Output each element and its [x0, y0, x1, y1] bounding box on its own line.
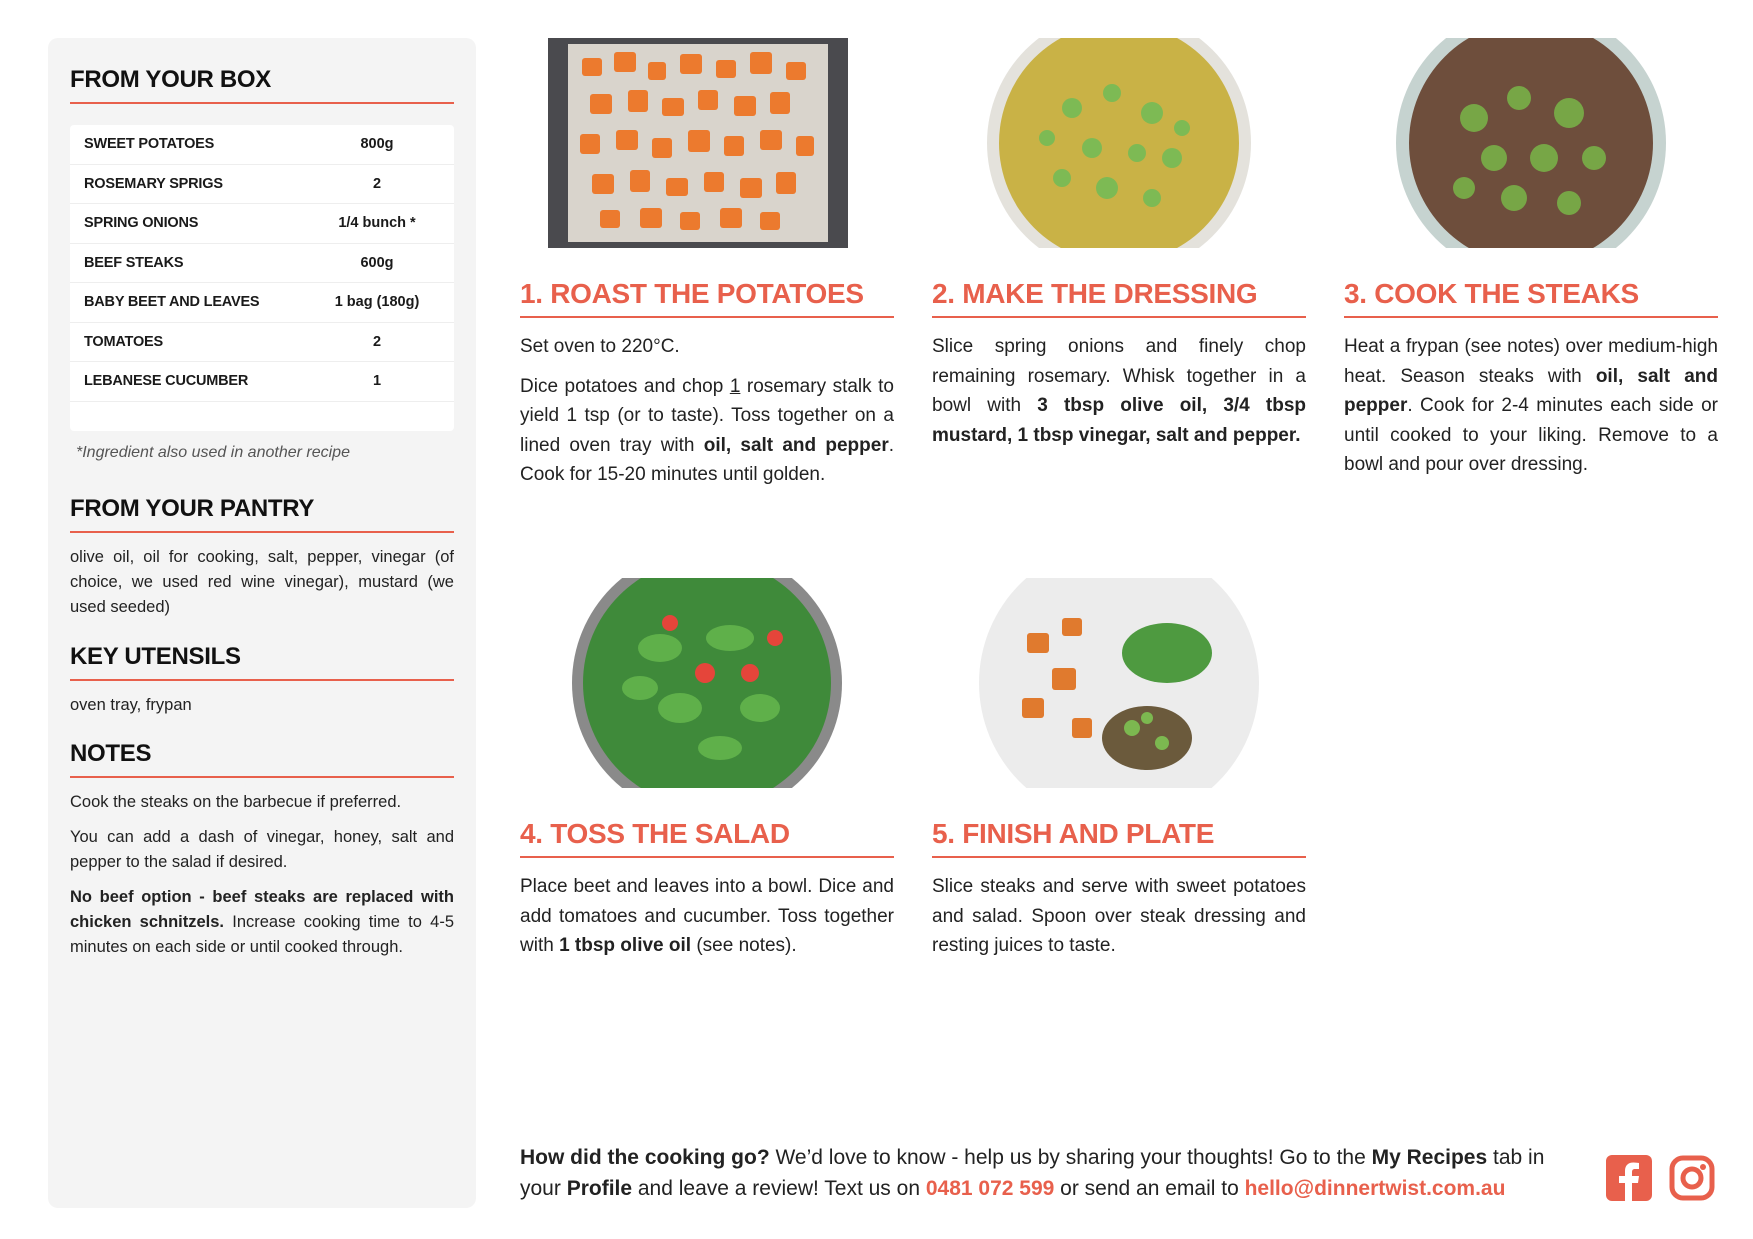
ingredient-name: SWEET POTATOES [84, 136, 215, 153]
step-1-p2-b: rosemary stalk to yield 1 tsp (or to taste). Toss together on a lined oven tray with [520, 375, 894, 456]
pantry-text: olive oil, oil for cooking, salt, pepper, vinegar (of choice, we used red wine vinegar), mustard (we used seeded) [70, 548, 454, 616]
table-row [70, 244, 454, 284]
my-recipes-link[interactable]: My Recipes [1371, 1146, 1488, 1169]
step-4-p1-b: (see notes). [691, 935, 797, 956]
footer-text-a: We’d love to know - help us by sharing your thoughts! Go to the [769, 1146, 1372, 1169]
steaks-photo [1344, 38, 1718, 248]
notes-title: NOTES [70, 740, 454, 778]
from-your-box-title: FROM YOUR BOX [70, 66, 454, 104]
ingredients-sidebar [48, 38, 476, 1208]
dressing-photo [932, 38, 1306, 248]
utensils-text: oven tray, frypan [70, 696, 192, 714]
step-4-p1 [520, 872, 894, 961]
ingredient-name: ROSEMARY SPRIGS [84, 175, 223, 192]
step-4-title: 4. TOSS THE SALAD [520, 818, 894, 858]
table-row [70, 283, 454, 323]
step-3-p1-a: Heat a frypan (see notes) over medium-high heat. Season steaks with [1344, 336, 1718, 387]
step-3-p1-b: . Cook for 2-4 minutes each side or until cooked to your liking. Remove to a bowl and pour over dressing. [1344, 395, 1718, 475]
key-utensils-title: KEY UTENSILS [70, 643, 454, 681]
step-1-p2-a: Dice potatoes and chop [520, 375, 730, 397]
ingredient-footnote: *Ingredient also used in another recipe [76, 444, 350, 461]
step-2-p1-bold: 3 tbsp olive oil, 3/4 tbsp mustard, 1 tbsp vinegar, salt and pepper. [932, 395, 1307, 446]
step-1-text [520, 332, 894, 490]
step-2-title: 2. MAKE THE DRESSING [932, 278, 1306, 318]
step-1-p2-underline: 1 [729, 375, 741, 397]
step-3-p1-bold: oil, salt and pepper [1344, 365, 1718, 416]
step-1-title: 1. ROAST THE POTATOES [520, 278, 894, 318]
ingredient-name: BABY BEET AND LEAVES [84, 294, 260, 311]
phone-link[interactable]: 0481 072 599 [925, 1177, 1055, 1200]
note-1: Cook the steaks on the barbecue if preferred. [70, 793, 402, 811]
step-1-p2-bold: oil, salt and pepper [703, 434, 889, 456]
step-3 [1344, 38, 1718, 490]
instagram-icon[interactable] [1669, 1155, 1715, 1206]
footer-text-d: or send an email to [1054, 1177, 1245, 1200]
step-5 [932, 578, 1306, 971]
email-link[interactable]: hello@dinnertwist.com.au [1244, 1177, 1506, 1200]
feedback-footer [520, 1142, 1570, 1204]
step-2-p1-a: Slice spring onions and finely chop remaining rosemary. Whisk together in a bowl with [932, 336, 1306, 416]
ingredient-name: LEBANESE CUCUMBER [84, 373, 249, 390]
footer-question: How did the cooking go? [520, 1146, 770, 1169]
step-4-text [520, 872, 894, 961]
ingredient-qty: 1 [372, 373, 382, 390]
step-3-p1 [1344, 332, 1718, 480]
ingredient-qty: 600g [360, 254, 394, 271]
ingredient-qty: 1 bag (180g) [334, 294, 420, 311]
ingredients-table [70, 125, 454, 431]
step-1-p2 [520, 372, 894, 490]
step-3-text [1344, 332, 1718, 480]
ingredient-name: BEEF STEAKS [84, 254, 184, 271]
ingredient-name: SPRING ONIONS [84, 215, 199, 232]
table-row [70, 362, 454, 402]
ingredient-qty: 800g [360, 136, 394, 153]
ingredient-name: TOMATOES [84, 333, 163, 350]
ingredient-qty: 2 [372, 333, 382, 350]
table-row [70, 204, 454, 244]
step-1 [520, 38, 894, 500]
step-5-text [932, 872, 1306, 961]
note-3-bold: No beef option - beef steaks are replaced with chicken schnitzels. [70, 888, 454, 931]
profile-link[interactable]: Profile [566, 1177, 633, 1200]
ingredient-qty: 2 [372, 175, 382, 192]
facebook-icon[interactable] [1606, 1155, 1652, 1206]
note-2: You can add a dash of vinegar, honey, salt and pepper to the salad if desired. [70, 828, 454, 871]
finished-plate-photo [932, 578, 1306, 788]
step-4 [520, 578, 894, 971]
step-5-title: 5. FINISH AND PLATE [932, 818, 1306, 858]
step-2 [932, 38, 1306, 460]
notes-text [70, 790, 454, 970]
ingredient-qty: 1/4 bunch * [338, 215, 416, 232]
footer-text-c: and leave a review! Text us on [632, 1177, 926, 1200]
table-row [70, 323, 454, 363]
step-3-title: 3. COOK THE STEAKS [1344, 278, 1718, 318]
roast-potatoes-photo [520, 38, 894, 248]
table-row [70, 165, 454, 205]
step-2-p1 [932, 332, 1306, 450]
footer-text-b: tab in your [520, 1146, 1545, 1200]
step-4-p1-a: Place beet and leaves into a bowl. Dice and add tomatoes and cucumber. Toss together with [520, 876, 894, 956]
step-5-p1: Slice steaks and serve with sweet potatoes and salad. Spoon over steak dressing and resting juices to taste. [932, 876, 1306, 956]
step-4-p1-bold: 1 tbsp olive oil [559, 935, 692, 956]
step-1-p2-c: . Cook for 15-20 minutes until golden. [520, 434, 894, 485]
salad-photo [520, 578, 894, 788]
from-your-pantry-title: FROM YOUR PANTRY [70, 495, 454, 533]
step-1-p1: Set oven to 220°C. [520, 336, 680, 357]
table-row [70, 125, 454, 165]
note-3-rest: Increase cooking time to 4-5 minutes on each side or until cooked through. [70, 913, 455, 956]
step-2-text [932, 332, 1306, 450]
note-3 [70, 885, 454, 960]
